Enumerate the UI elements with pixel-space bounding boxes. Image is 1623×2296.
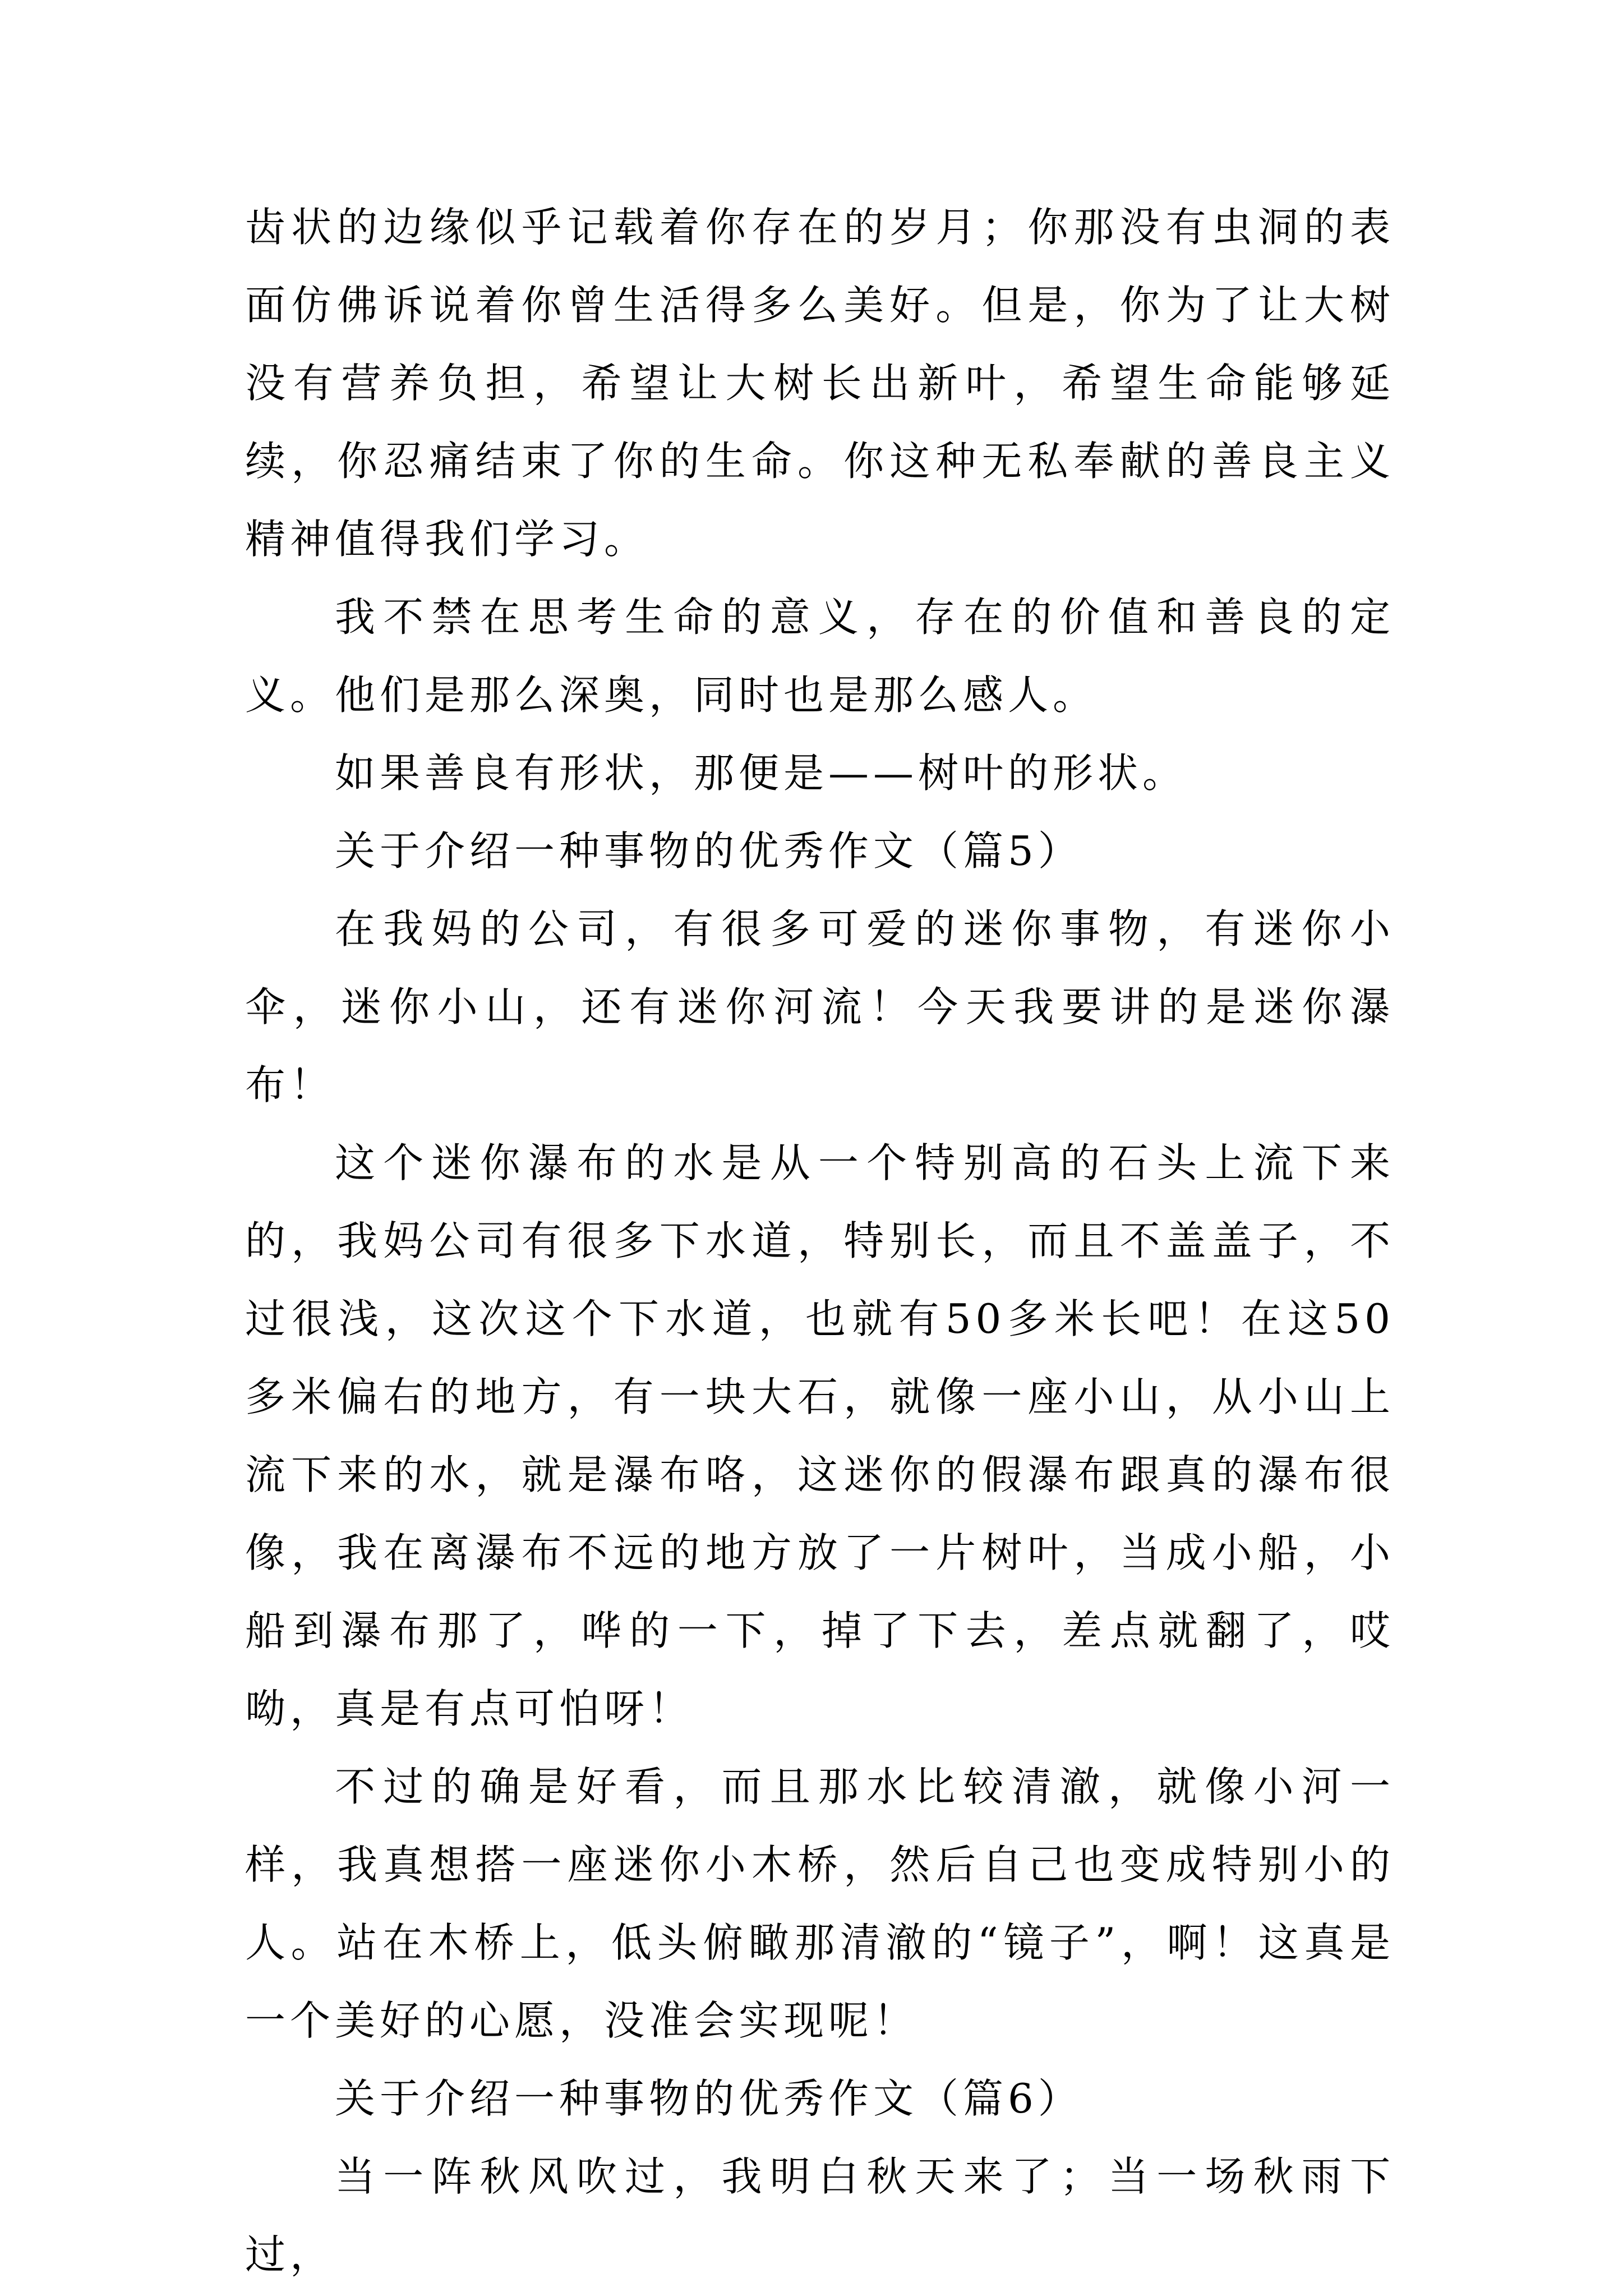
- body-text: [245, 188, 1395, 2294]
- paragraph: 如果善良有形状，那便是——树叶的形状。: [335, 749, 1188, 797]
- section-heading: 关于介绍一种事物的优秀作文（篇6）: [335, 2075, 1083, 2122]
- paragraph: 齿状的边缘似乎记载着你存在的岁月；你那没有虫洞的表面仿佛诉说着你曾生活得多么美好。但是，你为了让大树没有营养负担，希望让大树长出新叶，希望生命能够延续，你忍痛结束了你的生命。你这种无私奉献的善良主义精神值得我们学习。: [245, 204, 1395, 563]
- paragraph: 在我妈的公司，有很多可爱的迷你事物，有迷你小伞，迷你小山，还有迷你河流！今天我要讲的是迷你瀑布！: [245, 905, 1395, 1108]
- paragraph: 我不禁在思考生命的意义，存在的价值和善良的定义。他们是那么深奥，同时也是那么感人。: [245, 593, 1395, 719]
- paragraph: 不过的确是好看，而且那水比较清澈，就像小河一样，我真想搭一座迷你小木桥，然后自己也变成特别小的人。站在木桥上，低头俯瞰那清澈的“镜子”，啊！这真是一个美好的心愿，没准会实现呢！: [245, 1763, 1395, 2044]
- paragraph: 这个迷你瀑布的水是从一个特别高的石头上流下来的，我妈公司有很多下水道，特别长，而且不盖盖子，不过很浅，这次这个下水道，也就有50多米长吧！在这50多米偏右的地方，有一块大石，就像一座小山，从小山上流下来的水，就是瀑布咯，这迷你的假瀑布跟真的瀑布很像，我在离瀑布不远的地方放了一片树叶，当成小船，小船到瀑布那了，哗的一下，掉了下去，差点就翻了，哎呦，真是有点可怕呀！: [245, 1139, 1395, 1732]
- section-heading: 关于介绍一种事物的优秀作文（篇5）: [335, 827, 1083, 875]
- paragraph: 当一阵秋风吹过，我明白秋天来了；当一场秋雨下过，: [245, 2153, 1395, 2278]
